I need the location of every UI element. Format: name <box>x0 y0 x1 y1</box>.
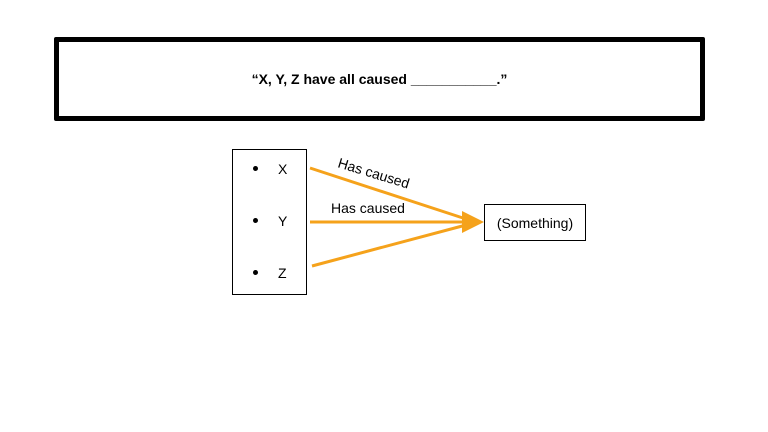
target-label: (Something) <box>496 214 574 231</box>
arrow-z <box>312 225 466 266</box>
quote-text: “X, Y, Z have all caused ___________.” <box>251 71 508 87</box>
list-item-label: Y <box>278 213 288 229</box>
list-item-label: X <box>278 161 288 177</box>
list-item-label: Z <box>278 265 287 281</box>
arrowhead-icon <box>462 211 484 233</box>
edge-label-y: Has caused <box>331 200 405 216</box>
edge-label-x: Has caused <box>336 154 412 192</box>
